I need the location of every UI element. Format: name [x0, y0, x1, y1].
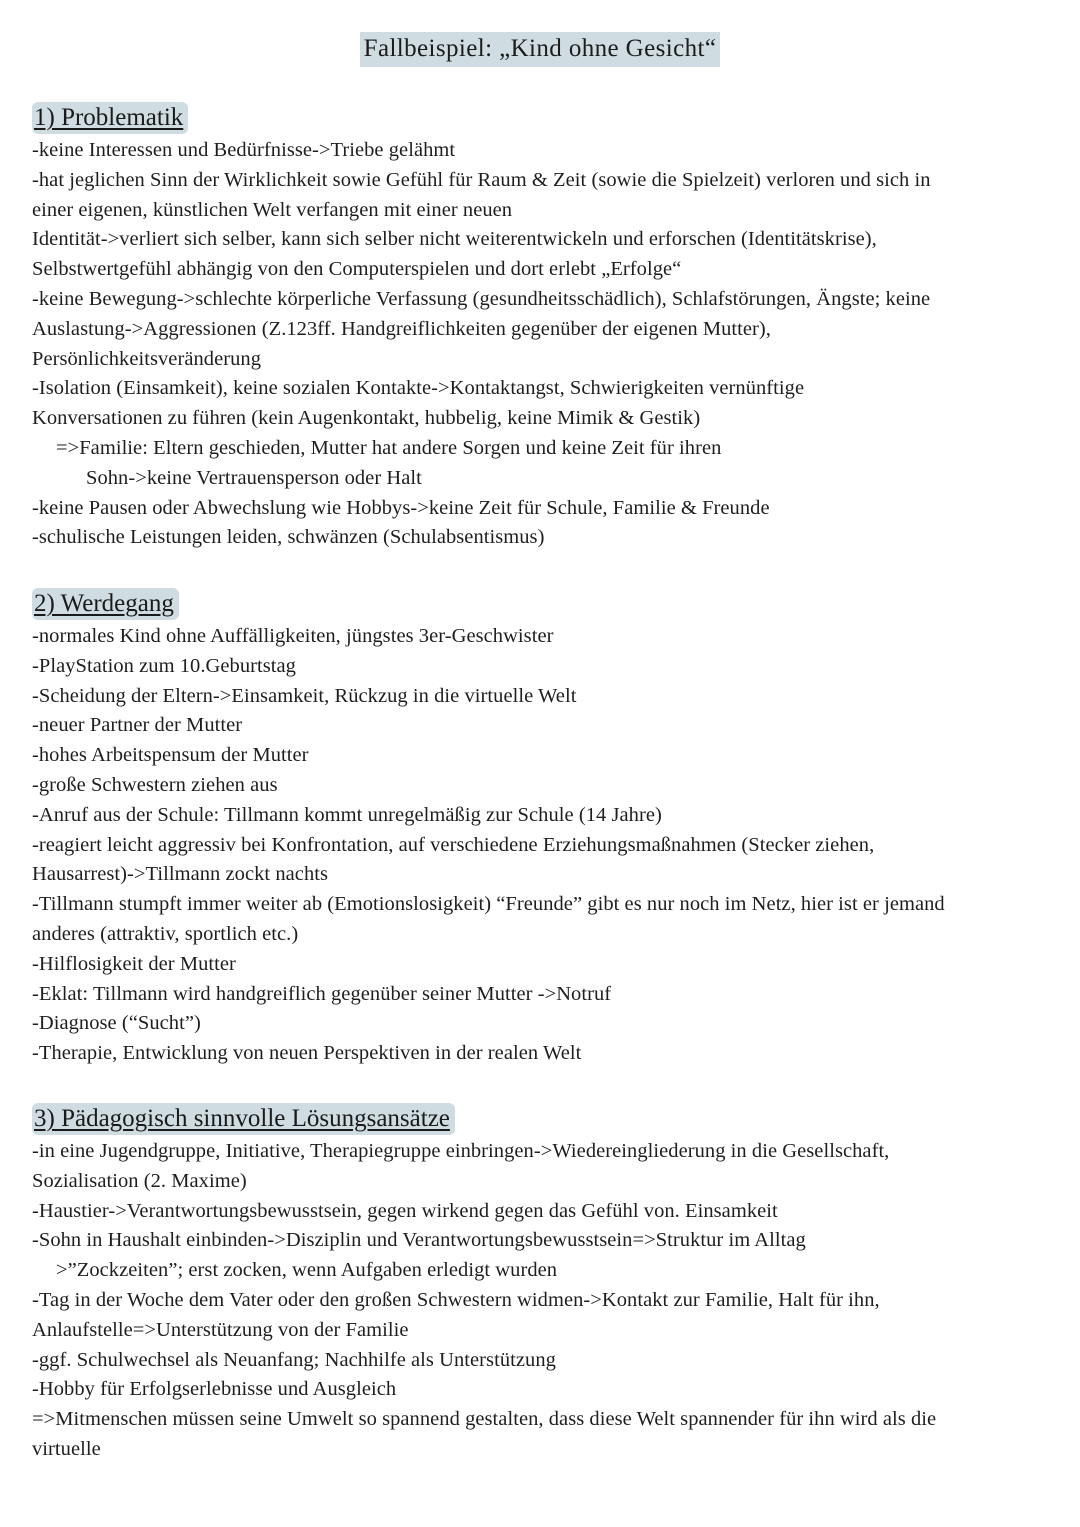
text-line: anderes (attraktiv, sportlich etc.): [32, 922, 299, 945]
text-line: -Anruf aus der Schule: Tillmann kommt unregelmäßig zur Schule (14 Jahre): [32, 803, 662, 826]
section-heading: 3) Pädagogisch sinnvolle Lösungsansätze: [32, 1103, 455, 1135]
text-line: -Scheidung der Eltern->Einsamkeit, Rückzug in die virtuelle Welt: [32, 684, 577, 707]
text-line: -Eklat: Tillmann wird handgreiflich gegenüber seiner Mutter ->Notruf: [32, 982, 612, 1005]
document-title: Fallbeispiel: „Kind ohne Gesicht“: [360, 32, 721, 67]
text-line: Konversationen zu führen (kein Augenkontakt, hubbelig, keine Mimik & Gestik): [32, 407, 701, 430]
text-line: -keine Pausen oder Abwechslung wie Hobbys->keine Zeit für Schule, Familie & Freunde: [32, 496, 770, 519]
text-line: virtuelle: [32, 1437, 101, 1460]
text-line: -hat jeglichen Sinn der Wirklichkeit sowie Gefühl für Raum & Zeit (sowie die Spielzeit) verloren und sich in: [32, 168, 931, 191]
text-line: -Isolation (Einsamkeit), keine sozialen Kontakte->Kontaktangst, Schwierigkeiten vernünftige: [32, 377, 805, 400]
section-heading: 2) Werdegang: [32, 588, 179, 620]
text-line: -keine Interessen und Bedürfnisse->Triebe gelähmt: [32, 139, 456, 161]
text-line: -Diagnose (“Sucht”): [32, 1012, 201, 1035]
text-line: einer eigenen, künstlichen Welt verfangen mit einer neuen: [32, 198, 513, 221]
text-line: Persönlichkeitsveränderung: [32, 347, 262, 370]
text-line: -schulische Leistungen leiden, schwänzen (Schulabsentismus): [32, 526, 545, 549]
text-line: -Tag in der Woche dem Vater oder den großen Schwestern widmen->Kontakt zur Familie, Halt für ihn,: [32, 1288, 880, 1311]
text-line: -PlayStation zum 10.Geburtstag: [32, 654, 296, 677]
text-line: Anlaufstelle=>Unterstützung von der Familie: [32, 1318, 409, 1341]
text-line: -ggf. Schulwechsel als Neuanfang; Nachhilfe als Unterstützung: [32, 1348, 556, 1371]
text-line: -Hilflosigkeit der Mutter: [32, 952, 236, 975]
text-line: =>Mitmenschen müssen seine Umwelt so spannend gestalten, dass diese Welt spannender für ihn wird als die: [32, 1408, 937, 1431]
text-line: Sozialisation (2. Maxime): [32, 1169, 247, 1192]
text-line: =>Familie: Eltern geschieden, Mutter hat andere Sorgen und keine Zeit für ihren: [56, 436, 722, 459]
text-line: -reagiert leicht aggressiv bei Konfrontation, auf verschiedene Erziehungsmaßnahmen (Stecker ziehen,: [32, 833, 875, 856]
text-line: >”Zockzeiten”; erst zocken, wenn Aufgaben erledigt wurden: [56, 1259, 558, 1282]
section-werdegang: [32, 588, 1062, 1069]
text-line: -Hobby für Erfolgserlebnisse und Ausgleich: [32, 1378, 397, 1401]
text-line: -Haustier->Verantwortungsbewusstsein, gegen wirkend gegen das Gefühl von. Einsamkeit: [32, 1199, 778, 1222]
text-line: Sohn->keine Vertrauensperson oder Halt: [86, 466, 422, 489]
text-line: -keine Bewegung->schlechte körperliche Verfassung (gesundheitsschädlich), Schlafstörungen, Ängste; keine: [32, 287, 931, 310]
text-line: -Therapie, Entwicklung von neuen Perspektiven in der realen Welt: [32, 1042, 582, 1065]
text-line: -normales Kind ohne Auffälligkeiten, jüngstes 3er-Geschwister: [32, 625, 554, 647]
section-heading: 1) Problematik: [32, 102, 188, 134]
text-line: Selbstwertgefühl abhängig von den Computerspielen und dort erlebt „Erfolge“: [32, 258, 682, 281]
text-line: Auslastung->Aggressionen (Z.123ff. Handgreiflichkeiten gegenüber der eigenen Mutter),: [32, 317, 771, 340]
text-line: Identität->verliert sich selber, kann sich selber nicht weiterentwickeln und erforschen (Identitätskrise),: [32, 228, 877, 251]
section-loesungsansaetze: [32, 1103, 1062, 1465]
text-line: -Tillmann stumpft immer weiter ab (Emotionslosigkeit) “Freunde” gibt es nur noch im Netz, hier ist er jemand: [32, 893, 945, 916]
text-line: -in eine Jugendgruppe, Initiative, Therapiegruppe einbringen->Wiedereingliederung in die Gesellschaft,: [32, 1140, 890, 1162]
text-line: Hausarrest)->Tillmann zockt nachts: [32, 863, 329, 886]
section-problematik: [32, 102, 1062, 553]
text-line: -hohes Arbeitspensum der Mutter: [32, 744, 309, 767]
title-container: [0, 32, 1080, 67]
text-line: -neuer Partner der Mutter: [32, 714, 243, 737]
text-line: -Sohn in Haushalt einbinden->Disziplin und Verantwortungsbewusstsein=>Struktur im Alltag: [32, 1229, 806, 1252]
text-line: -große Schwestern ziehen aus: [32, 773, 278, 796]
